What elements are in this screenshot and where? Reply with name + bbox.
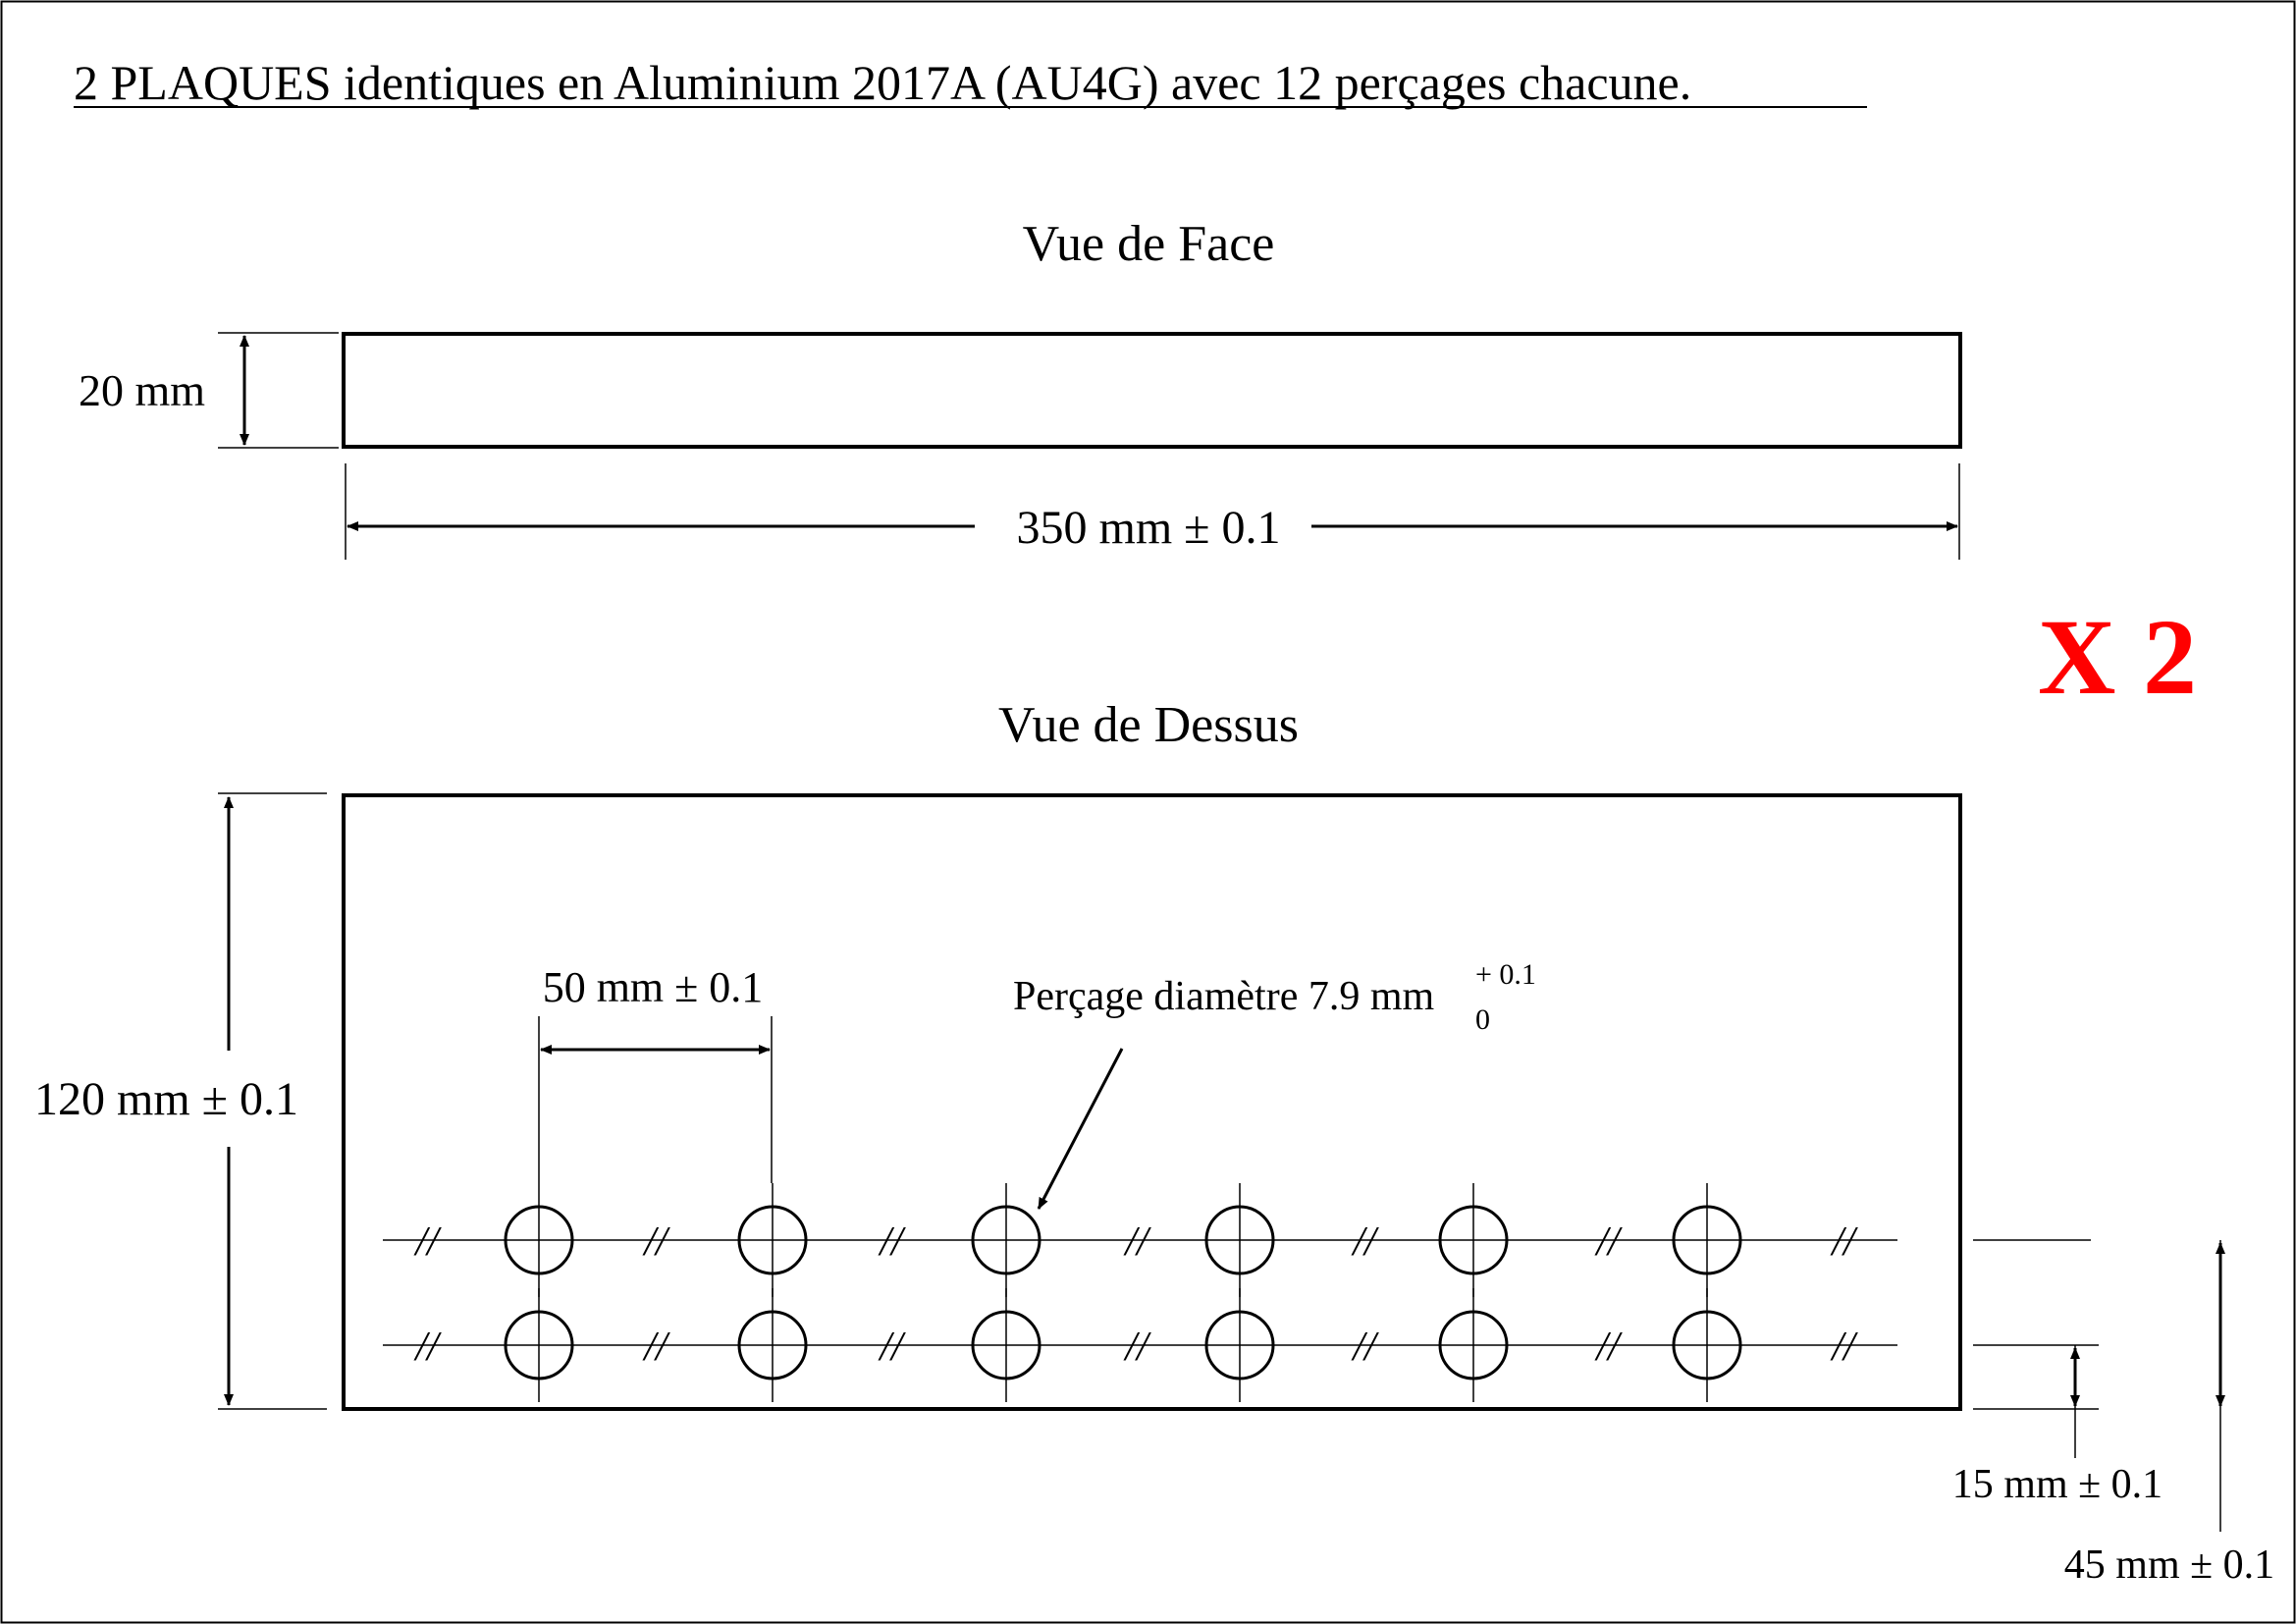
hole-callout-label: Perçage diamètre 7.9 mm <box>1013 974 1435 1019</box>
top-width-label: 120 mm ± 0.1 <box>34 1073 299 1125</box>
parallel-mark: // <box>415 1219 439 1265</box>
parallel-mark: // <box>1125 1325 1148 1370</box>
hole-tolerance-upper: + 0.1 <box>1475 958 1536 991</box>
parallel-mark: // <box>415 1325 439 1370</box>
front-view-label: Vue de Face <box>1022 216 1275 272</box>
parallel-mark: // <box>1832 1325 1855 1370</box>
parallel-mark: // <box>880 1219 903 1265</box>
quantity-label: X 2 <box>2038 597 2197 717</box>
parallel-mark: // <box>644 1325 667 1370</box>
front-view-plate <box>344 334 1960 447</box>
parallel-mark: // <box>1596 1325 1620 1370</box>
top-view-plate <box>344 795 1960 1409</box>
parallel-mark: // <box>1596 1219 1620 1265</box>
parallel-mark: // <box>1353 1219 1376 1265</box>
hole-pattern <box>383 1183 1897 1402</box>
page-title: 2 PLAQUES identiques en Aluminium 2017A (AU4G) avec 12 perçages chacune. <box>74 55 1692 110</box>
row2-offset-label: 45 mm ± 0.1 <box>2063 1543 2275 1588</box>
hole-spacing-label: 50 mm ± 0.1 <box>542 963 764 1011</box>
hole-callout-leader <box>1039 1049 1122 1209</box>
parallel-mark: // <box>1125 1219 1148 1265</box>
front-length-label: 350 mm ± 0.1 <box>1016 502 1281 554</box>
row1-offset-label: 15 mm ± 0.1 <box>1951 1462 2163 1507</box>
parallel-mark: // <box>644 1219 667 1265</box>
parallel-mark: // <box>1832 1219 1855 1265</box>
hole-tolerance-lower: 0 <box>1475 1003 1490 1036</box>
front-height-label: 20 mm <box>79 365 206 415</box>
front-height-dimension <box>218 333 339 448</box>
top-view-label: Vue de Dessus <box>998 697 1299 753</box>
parallel-mark: // <box>880 1325 903 1370</box>
hole-spacing-dimension <box>539 1016 772 1183</box>
parallel-mark: // <box>1353 1325 1376 1370</box>
